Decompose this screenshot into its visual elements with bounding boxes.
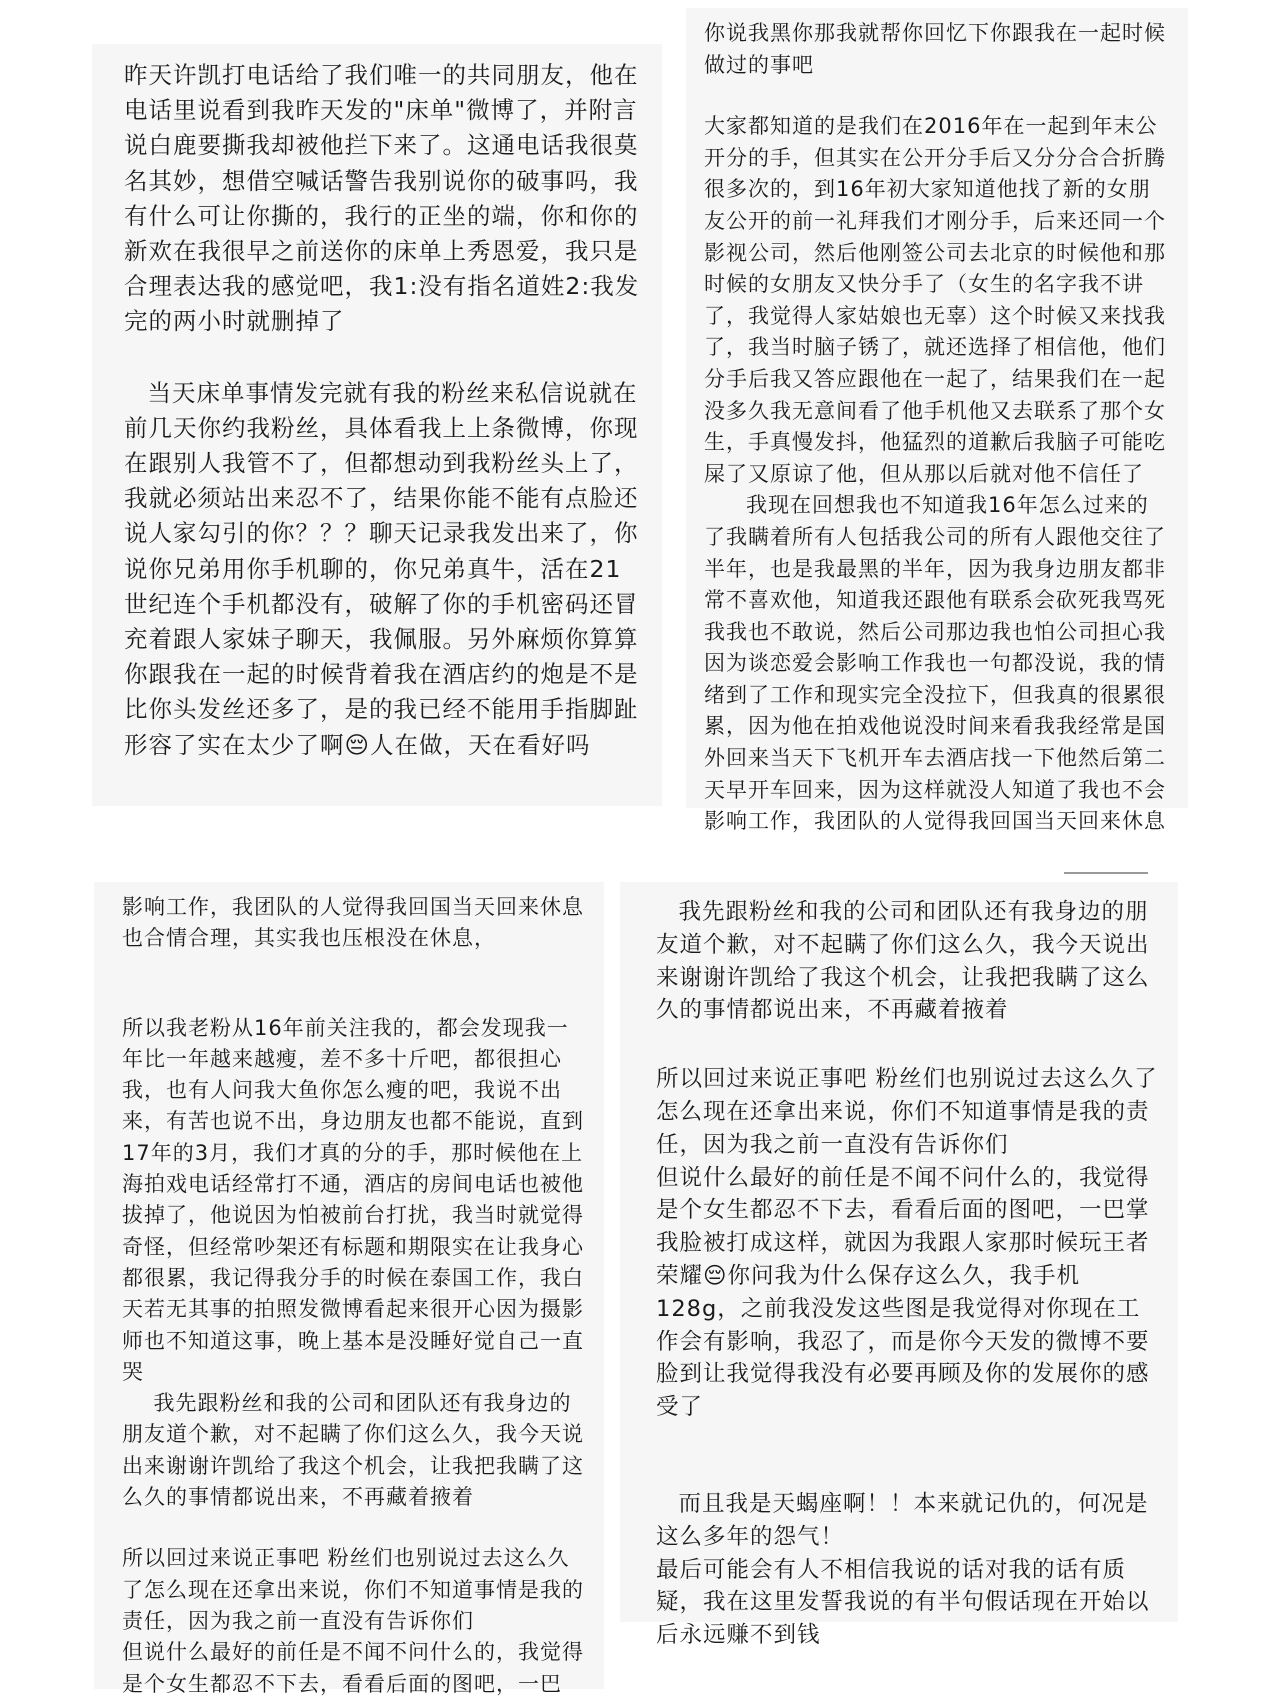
paragraph: 所以回过来说正事吧 粉丝们也别说过去这么久了怎么现在还拿出来说，你们不知道事情是我的责任，因为我之前一直没有告诉你们 但说什么最好的前任是不闻不问什么的，我觉得是个女生都忍不下去，看看后面的图吧，一巴掌我脸被打成这样，就因为我跟人家那时候玩王者荣耀😔你问我为什么保存这么久，我手机128g，之前我没发这些图是我觉得对你现在工作会有影响，我忍了，而是你今天发的微博不要脸到让我觉得我没有必要再顾及你的发展你的感受了	[656, 1066, 1158, 1421]
post-panel-bottom-right	[620, 882, 1178, 1649]
paragraph: 所以回过来说正事吧 粉丝们也别说过去这么久了怎么现在还拿出来说，你们不知道事情是我的责任，因为我之前一直没有告诉你们 但说什么最好的前任是不闻不问什么的，我觉得是个女生都忍不下去，看看后面的图吧，一巴	[122, 1546, 584, 1696]
paragraph: 当天床单事情发完就有我的粉丝来私信说就在前几天你约我粉丝，具体看我上上条微博，你现在跟别人我管不了，但都想动到我粉丝头上了，我就必须站出来忍不了，结果你能不能有点脸还说人家勾引的你？？？聊天记录我发出来了，你说你兄弟用你手机聊的，你兄弟真牛，活在21世纪连个手机都没有，破解了你的手机密码还冒充着跟人家妹子聊天，我佩服。另外麻烦你算算你跟我在一起的时候背着我在酒店约的炮是不是比你头发丝还多了，是的我已经不能用手指脚趾形容了实在太少了啊😔人在做，天在看好吗	[124, 378, 639, 759]
post-panel-top-right	[686, 8, 1188, 834]
post-panel-bottom-left	[94, 882, 604, 1696]
post-panel-top-left	[92, 44, 662, 806]
paragraph: 而且我是天蝎座啊！！本来就记仇的，何况是这么多年的怨气！ 最后可能会有人不相信我说的话对我的话有质疑，我在这里发誓我说的有半句假话现在开始以后永远赚不到钱	[656, 1490, 1150, 1649]
paragraph: 昨天许凯打电话给了我们唯一的共同朋友，他在电话里说看到我昨天发的"床单"微博了，并附言说白鹿要撕我却被他拦下来了。这通电话我很莫名其妙，想借空喊话警告我别说你的破事吗，我有什么可让你撕的，我行的正坐的端，你和你的新欢在我很早之前送你的床单上秀恩爱，我只是合理表达我的感觉吧，我1:没有指名道姓2:我发完的两小时就删掉了	[124, 61, 640, 336]
paragraph: 我现在回想我也不知道我16年怎么过来的了我瞒着所有人包括我公司的所有人跟他交往了半年，也是我最黑的半年，因为我身边朋友都非常不喜欢他，知道我还跟他有联系会砍死我骂死我我也不敢说，然后公司那边我也怕公司担心我因为谈恋爱会影响工作我也一句都没说，我的情绪到了工作和现实完全没拉下，但我真的很累很累，因为他在拍戏他说没时间来看我我经常是国外回来当天下飞机开车去酒店找一下他然后第二天早开车回来，因为这样就没人知道了我也不会影响工作，我团队的人觉得我回国当天回来休息	[704, 493, 1166, 834]
paragraph: 大家都知道的是我们在2016年在一起到年末公开分的手，但其实在公开分手后又分分合合折腾很多次的，到16年初大家知道他找了新的女朋友公开的前一礼拜我们才刚分手，后来还同一个影视公司，然后他刚签公司去北京的时候他和那时候的女朋友又快分手了（女生的名字我不讲了，我觉得人家姑娘也无辜）这个时候又来找我了，我当时脑子锈了，就还选择了相信他，他们分手后我又答应跟他在一起了，结果我们在一起没多久我无意间看了他手机他又去联系了那个女生，手真慢发抖，他猛烈的道歉后我脑子可能吃屎了又原谅了他，但从那以后就对他不信任了	[704, 114, 1166, 486]
divider	[1064, 872, 1148, 874]
paragraph: 我先跟粉丝和我的公司和团队还有我身边的朋友道个歉，对不起瞒了你们这么久，我今天说出来谢谢许凯给了我这个机会，让我把我瞒了这么久的事情都说出来，不再藏着掖着	[656, 899, 1150, 1024]
paragraph: 你说我黑你那我就帮你回忆下你跟我在一起时候做过的事吧	[704, 21, 1166, 77]
paragraph: 影响工作，我团队的人觉得我回国当天回来休息也合情合理，其实我也压根没在休息，	[122, 895, 584, 951]
paragraph: 所以我老粉从16年前关注我的，都会发现我一年比一年越来越瘦，差不多十斤吧，都很担心我，也有人问我大鱼你怎么瘦的吧，我说不出来，有苦也说不出，身边朋友也都不能说，直到17年的3月，我们才真的分的手，那时候他在上海拍戏电话经常打不通，酒店的房间电话也被他拔掉了，他说因为怕被前台打扰，我当时就觉得奇怪，但经常吵架还有标题和期限实在让我身心都很累，我记得我分手的时候在泰国工作，我白天若无其事的拍照发微博看起来很开心因为摄影师也不知道这事，晚上基本是没睡好觉自己一直哭	[122, 1015, 584, 1384]
paragraph: 我先跟粉丝和我的公司和团队还有我身边的朋友道个歉，对不起瞒了你们这么久，我今天说出来谢谢许凯给了我这个机会，让我把我瞒了这么久的事情都说出来，不再藏着掖着	[122, 1391, 584, 1510]
